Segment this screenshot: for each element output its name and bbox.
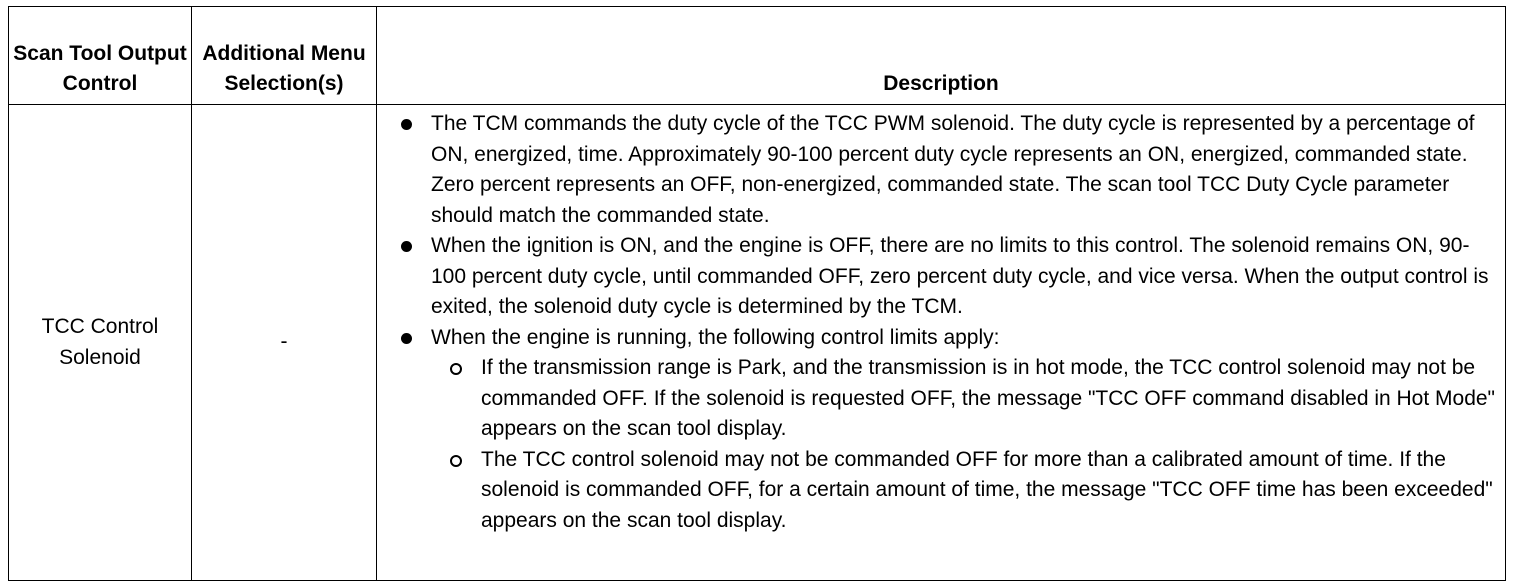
output-control-cell: TCC Control Solenoid [9, 105, 192, 581]
description-bullet-list [377, 109, 1497, 536]
hollow-bullet-icon [450, 363, 462, 375]
filled-bullet-icon [401, 241, 412, 252]
sub-bullet-list [431, 353, 1497, 536]
filled-bullet-icon [401, 333, 412, 344]
filled-bullet-icon [401, 119, 412, 130]
bullet-item [431, 109, 1497, 231]
sub-bullet-item [481, 353, 1497, 445]
menu-selection-cell: - [192, 105, 377, 581]
bullet-item [431, 231, 1497, 323]
sub-bullet-item [481, 445, 1497, 537]
header-row [9, 7, 1506, 105]
hollow-bullet-icon [450, 455, 462, 467]
header-description: Description [377, 7, 1506, 105]
bullet-item [431, 323, 1497, 537]
header-additional-menu-selections: Additional Menu Selection(s) [192, 7, 377, 105]
sub-bullet-text: The TCC control solenoid may not be commanded OFF for more than a calibrated amount of time. If the solenoid is commanded OFF, for a certain amount of time, the message "TCC OFF time has been exceeded" appears on the scan tool display. [481, 447, 1493, 532]
bullet-text: The TCM commands the duty cycle of the TCC PWM solenoid. The duty cycle is represented by a percentage of ON, energized, time. Approximately 90-100 percent duty cycle represents an ON, energized, commanded state. Zero percent represents an OFF, non-energized, commanded state. The scan tool TCC Duty Cycle parameter should match the commanded state. [431, 112, 1475, 227]
description-cell [377, 105, 1506, 581]
header-scan-tool-output-control: Scan Tool Output Control [9, 7, 192, 105]
output-control-table [8, 6, 1506, 581]
bullet-text: When the ignition is ON, and the engine is OFF, there are no limits to this control. The solenoid remains ON, 90-100 percent duty cycle, until commanded OFF, zero percent duty cycle, and vice versa. When the output control is exited, the solenoid duty cycle is determined by the TCM. [431, 234, 1489, 318]
bullet-text: When the engine is running, the following control limits apply: [431, 325, 1000, 349]
table-row [9, 105, 1506, 581]
sub-bullet-text: If the transmission range is Park, and the transmission is in hot mode, the TCC control solenoid may not be commanded OFF. If the solenoid is requested OFF, the message "TCC OFF command disabled in Hot Mode" appears on the scan tool display. [481, 356, 1496, 440]
